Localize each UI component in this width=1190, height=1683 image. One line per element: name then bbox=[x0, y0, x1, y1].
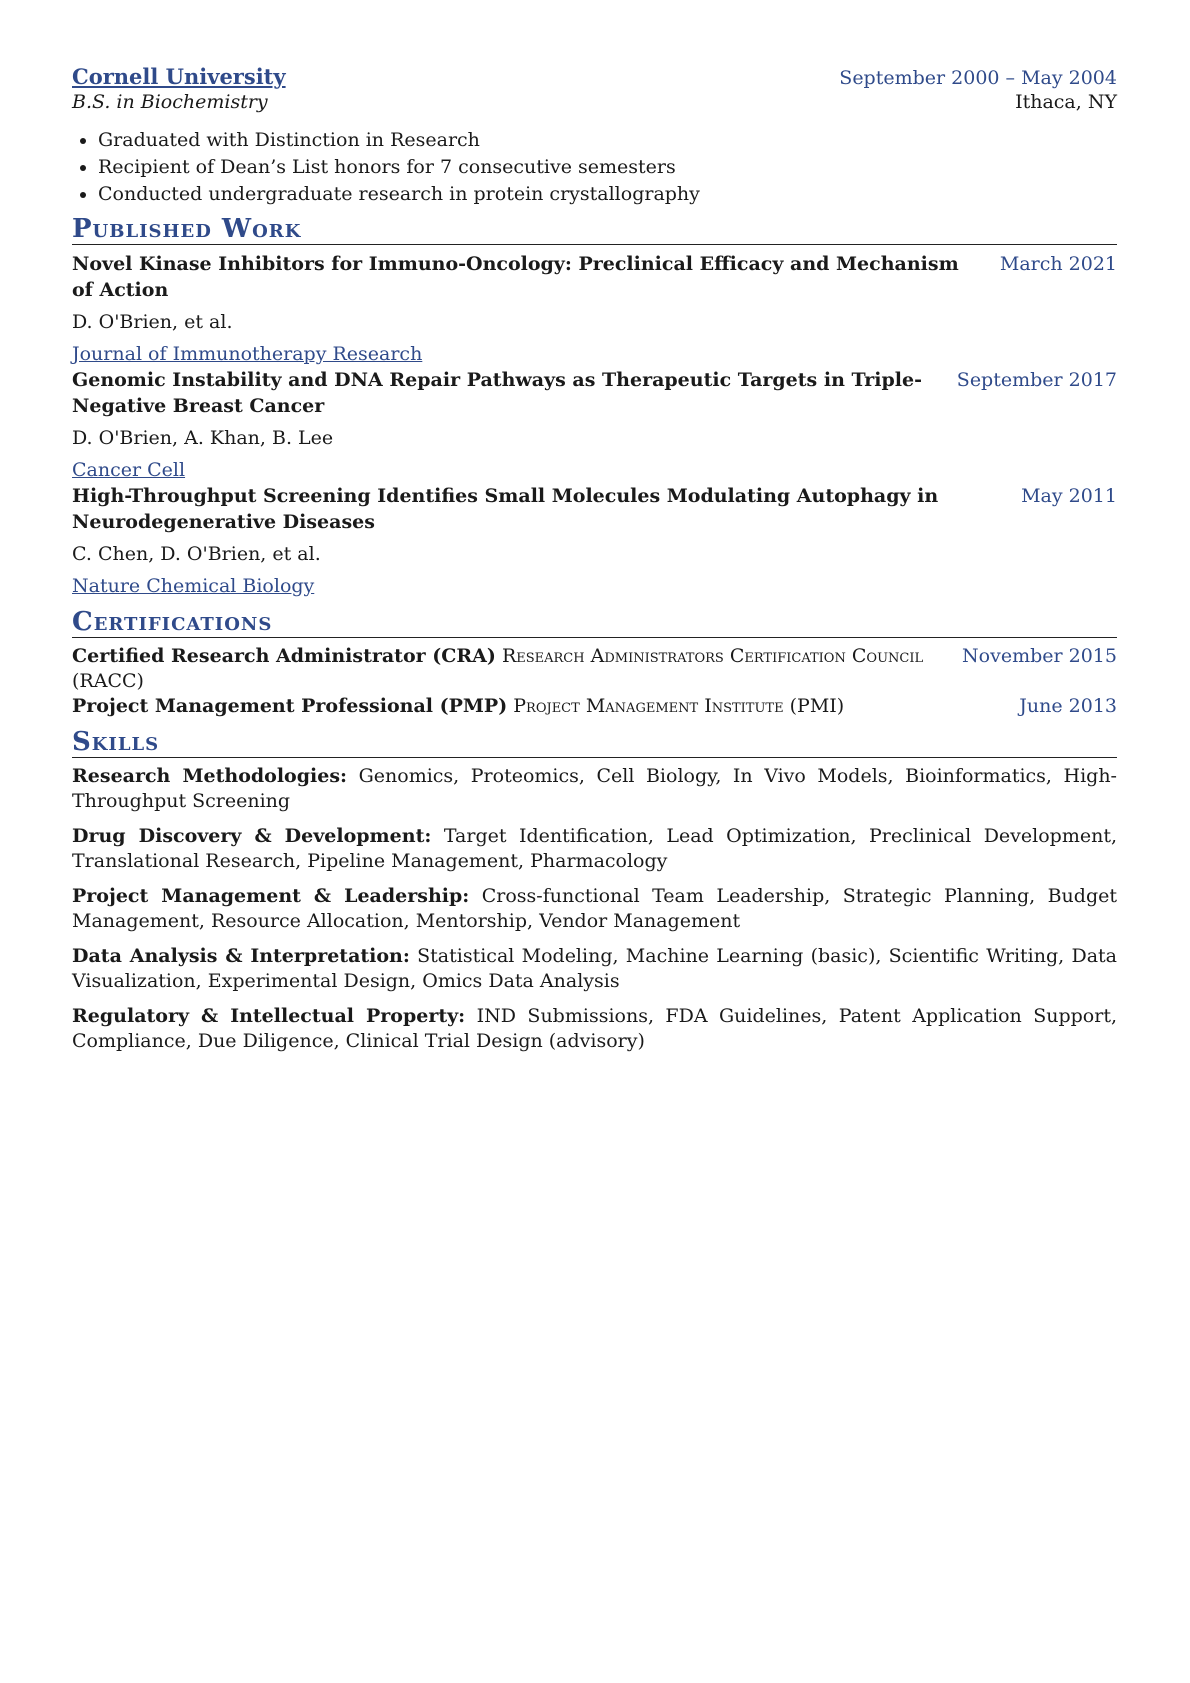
education-header bbox=[72, 64, 1117, 89]
certification-issuer: Research Administrators Certification Council (RACC) bbox=[72, 645, 924, 692]
skill-category: Drug Discovery & Development: bbox=[72, 825, 432, 847]
certification-name: Project Management Professional (PMP) bbox=[72, 695, 508, 717]
publication-date: September 2017 bbox=[956, 369, 1117, 391]
publication-journal-link[interactable]: Nature Chemical Biology bbox=[72, 575, 315, 597]
resume-content bbox=[72, 64, 1117, 1064]
publication-journal-link[interactable]: Journal of Immunotherapy Research bbox=[72, 343, 423, 365]
education-subheader bbox=[72, 91, 1117, 113]
education-degree: B.S. in Biochemistry bbox=[72, 91, 268, 113]
skill-item bbox=[72, 944, 1117, 994]
certification-item bbox=[72, 694, 1117, 719]
publication-date: May 2011 bbox=[1021, 485, 1117, 507]
skill-list: IND Submissions, FDA Guidelines, Patent Application Support, Compliance, Due Diligence, Clinical Trial Design (advisory) bbox=[72, 1005, 1117, 1052]
skill-category: Research Methodologies: bbox=[72, 765, 348, 787]
list-item: • Graduated with Distinction in Research bbox=[98, 127, 1117, 154]
publication-authors: C. Chen, D. O'Brien, et al. bbox=[72, 543, 321, 565]
certification-date: November 2015 bbox=[962, 645, 1117, 667]
publication-journal-link[interactable]: Cancer Cell bbox=[72, 459, 186, 481]
skill-category: Regulatory & Intellectual Property: bbox=[72, 1005, 466, 1027]
skill-item bbox=[72, 764, 1117, 814]
section-title-skills: Skills bbox=[72, 727, 1117, 758]
certification-issuer: Project Management Institute (PMI) bbox=[513, 695, 845, 717]
skill-item bbox=[72, 824, 1117, 874]
education-school-link[interactable]: Cornell University bbox=[72, 64, 286, 89]
certifications-section bbox=[72, 607, 1117, 719]
skill-list: Statistical Modeling, Machine Learning (basic), Scientific Writing, Data Visualization, Experimental Design, Omics Data Analysis bbox=[72, 945, 1117, 992]
skill-list: Target Identification, Lead Optimization, Preclinical Development, Translational Research, Pipeline Management, Pharmacology bbox=[72, 825, 1118, 872]
list-item: • Recipient of Dean’s List honors for 7 consecutive semesters bbox=[98, 154, 1117, 181]
skill-list: Genomics, Proteomics, Cell Biology, In Vivo Models, Bioinformatics, High-Throughput Screening bbox=[72, 765, 1117, 812]
publication-title: Genomic Instability and DNA Repair Pathways as Therapeutic Targets in Triple-Negative Breast Cancer bbox=[72, 369, 922, 417]
publication-item bbox=[72, 367, 1117, 483]
publication-authors: D. O'Brien, et al. bbox=[72, 311, 233, 333]
section-title-published-work: Published Work bbox=[72, 214, 1117, 245]
section-title-certifications: Certifications bbox=[72, 607, 1117, 638]
education-dates: September 2000 – May 2004 bbox=[839, 67, 1117, 89]
published-work-section bbox=[72, 214, 1117, 599]
education-entry bbox=[72, 64, 1117, 208]
education-location: Ithaca, NY bbox=[1015, 91, 1117, 113]
skills-section bbox=[72, 727, 1117, 1054]
list-item: • Conducted undergraduate research in protein crystallography bbox=[98, 181, 1117, 208]
skill-list: Cross-functional Team Leadership, Strategic Planning, Budget Management, Resource Allocation, Mentorship, Vendor Management bbox=[72, 885, 1117, 932]
skill-category: Data Analysis & Interpretation: bbox=[72, 945, 410, 967]
publication-title: Novel Kinase Inhibitors for Immuno-Oncology: Preclinical Efficacy and Mechanism of Action bbox=[72, 253, 959, 301]
skill-category: Project Management & Leadership: bbox=[72, 885, 470, 907]
certification-item bbox=[72, 644, 1117, 694]
certification-name: Certified Research Administrator (CRA) bbox=[72, 645, 496, 667]
publication-item bbox=[72, 483, 1117, 599]
education-highlights bbox=[72, 127, 1117, 208]
skill-item bbox=[72, 1004, 1117, 1054]
publication-item bbox=[72, 251, 1117, 367]
skill-item bbox=[72, 884, 1117, 934]
publication-title: High-Throughput Screening Identifies Small Molecules Modulating Autophagy in Neurodegenerative Diseases bbox=[72, 485, 939, 533]
publication-authors: D. O'Brien, A. Khan, B. Lee bbox=[72, 427, 334, 449]
publication-date: March 2021 bbox=[999, 253, 1117, 275]
certification-date: June 2013 bbox=[1019, 695, 1117, 717]
